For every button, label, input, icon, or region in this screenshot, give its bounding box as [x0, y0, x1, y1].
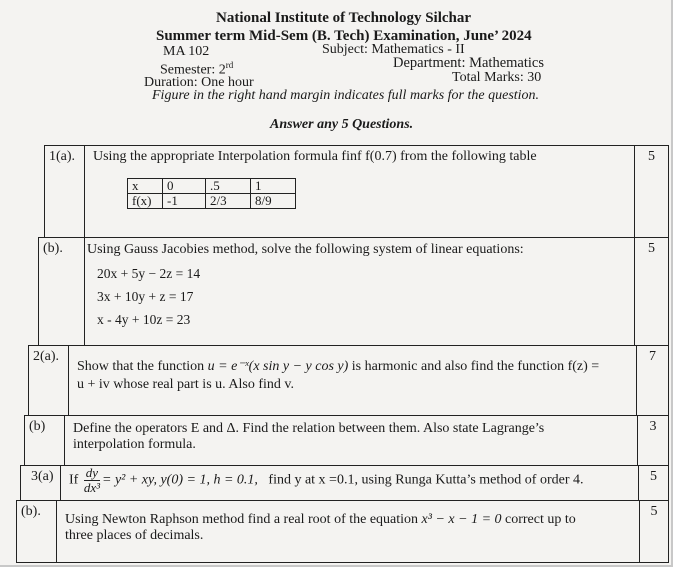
fraction-denominator: dx³	[83, 480, 100, 495]
course-code: MA 102	[163, 44, 210, 59]
table-cell: x	[128, 179, 163, 194]
question-label: 3(a)	[21, 466, 61, 501]
math-expression: x³ − x − 1 = 0	[421, 512, 502, 527]
question-label: 1(a).	[45, 146, 85, 238]
question-label: (b).	[17, 501, 57, 562]
question-row-2b	[24, 415, 669, 466]
semester-label: Semester: 2	[160, 62, 226, 78]
question-text: Using Gauss Jacobies method, solve the following system of linear equations:	[87, 242, 524, 257]
question-label: 2(a).	[29, 346, 69, 416]
department: Department: Mathematics	[393, 55, 544, 71]
question-text-line2: u + iv whose real part is u. Also find v.	[77, 377, 294, 392]
duration: Duration: One hour	[144, 75, 254, 90]
exam-title: Summer term Mid-Sem (B. Tech) Examination, June’ 2024	[156, 28, 532, 44]
question-text-line2: interpolation formula.	[73, 437, 196, 452]
question-row-1b	[38, 237, 669, 346]
question-text: Define the operators E and Δ. Find the relation between them. Also state Lagrange’s	[73, 421, 545, 436]
institute-name: National Institute of Technology Silchar	[216, 10, 472, 26]
total-marks: Total Marks: 30	[452, 70, 542, 85]
text-post: correct up to	[501, 512, 576, 527]
subject: Subject: Mathematics - II	[322, 42, 465, 57]
table-cell: .5	[206, 179, 251, 194]
table-cell: 8/9	[251, 194, 296, 209]
question-row-3a	[20, 465, 669, 501]
question-label: (b)	[25, 416, 65, 466]
question-marks: 5	[638, 466, 668, 501]
table-cell: -1	[163, 194, 206, 209]
question-row-1a	[44, 145, 669, 238]
marks-note: Figure in the right hand margin indicates full marks for the question.	[152, 88, 540, 103]
question-row-2a	[28, 345, 669, 416]
question-label: (b).	[39, 238, 85, 346]
question-marks: 5	[639, 501, 668, 562]
table-row	[128, 179, 296, 194]
table-cell: 2/3	[206, 194, 251, 209]
fraction-numerator: dy	[85, 465, 99, 480]
question-marks: 5	[634, 146, 668, 238]
instruction: Answer any 5 Questions.	[270, 117, 414, 132]
table-cell: 0	[163, 179, 206, 194]
table-cell: 1	[251, 179, 296, 194]
equation-2: 3x + 10y + z = 17	[97, 289, 194, 304]
question-text	[69, 466, 583, 495]
derivative-fraction	[84, 466, 100, 495]
question-text: Using the appropriate Interpolation formula finf f(0.7) from the following table	[93, 149, 537, 164]
question-row-3b	[16, 500, 669, 563]
text-pre: Using Newton Raphson method find a real root of the equation	[65, 512, 422, 527]
semester-sup: rd	[225, 60, 234, 70]
data-table	[127, 178, 296, 209]
math-expression: = y² + xy, y(0) = 1, h = 0.1,	[102, 472, 258, 488]
question-marks: 5	[634, 238, 668, 346]
question-marks: 3	[637, 416, 668, 466]
text-post: find y at x =0.1, using Runga Kutta’s method of order 4.	[268, 472, 584, 488]
table-row	[128, 194, 296, 209]
question-text	[77, 358, 599, 376]
table-cell: f(x)	[128, 194, 163, 209]
text-pre: If	[69, 472, 79, 488]
question-marks: 7	[636, 346, 668, 416]
math-expression: u = e⁻ˣ(x sin y − y cos y)	[207, 359, 349, 374]
question-text-line2: three places of decimals.	[65, 528, 204, 543]
text-post: is harmonic and also find the function f(z) =	[348, 359, 600, 374]
equation-3: x - 4y + 10z = 23	[97, 312, 191, 327]
text-pre: Show that the function	[77, 359, 208, 374]
equation-1: 20x + 5y − 2z = 14	[97, 266, 201, 281]
